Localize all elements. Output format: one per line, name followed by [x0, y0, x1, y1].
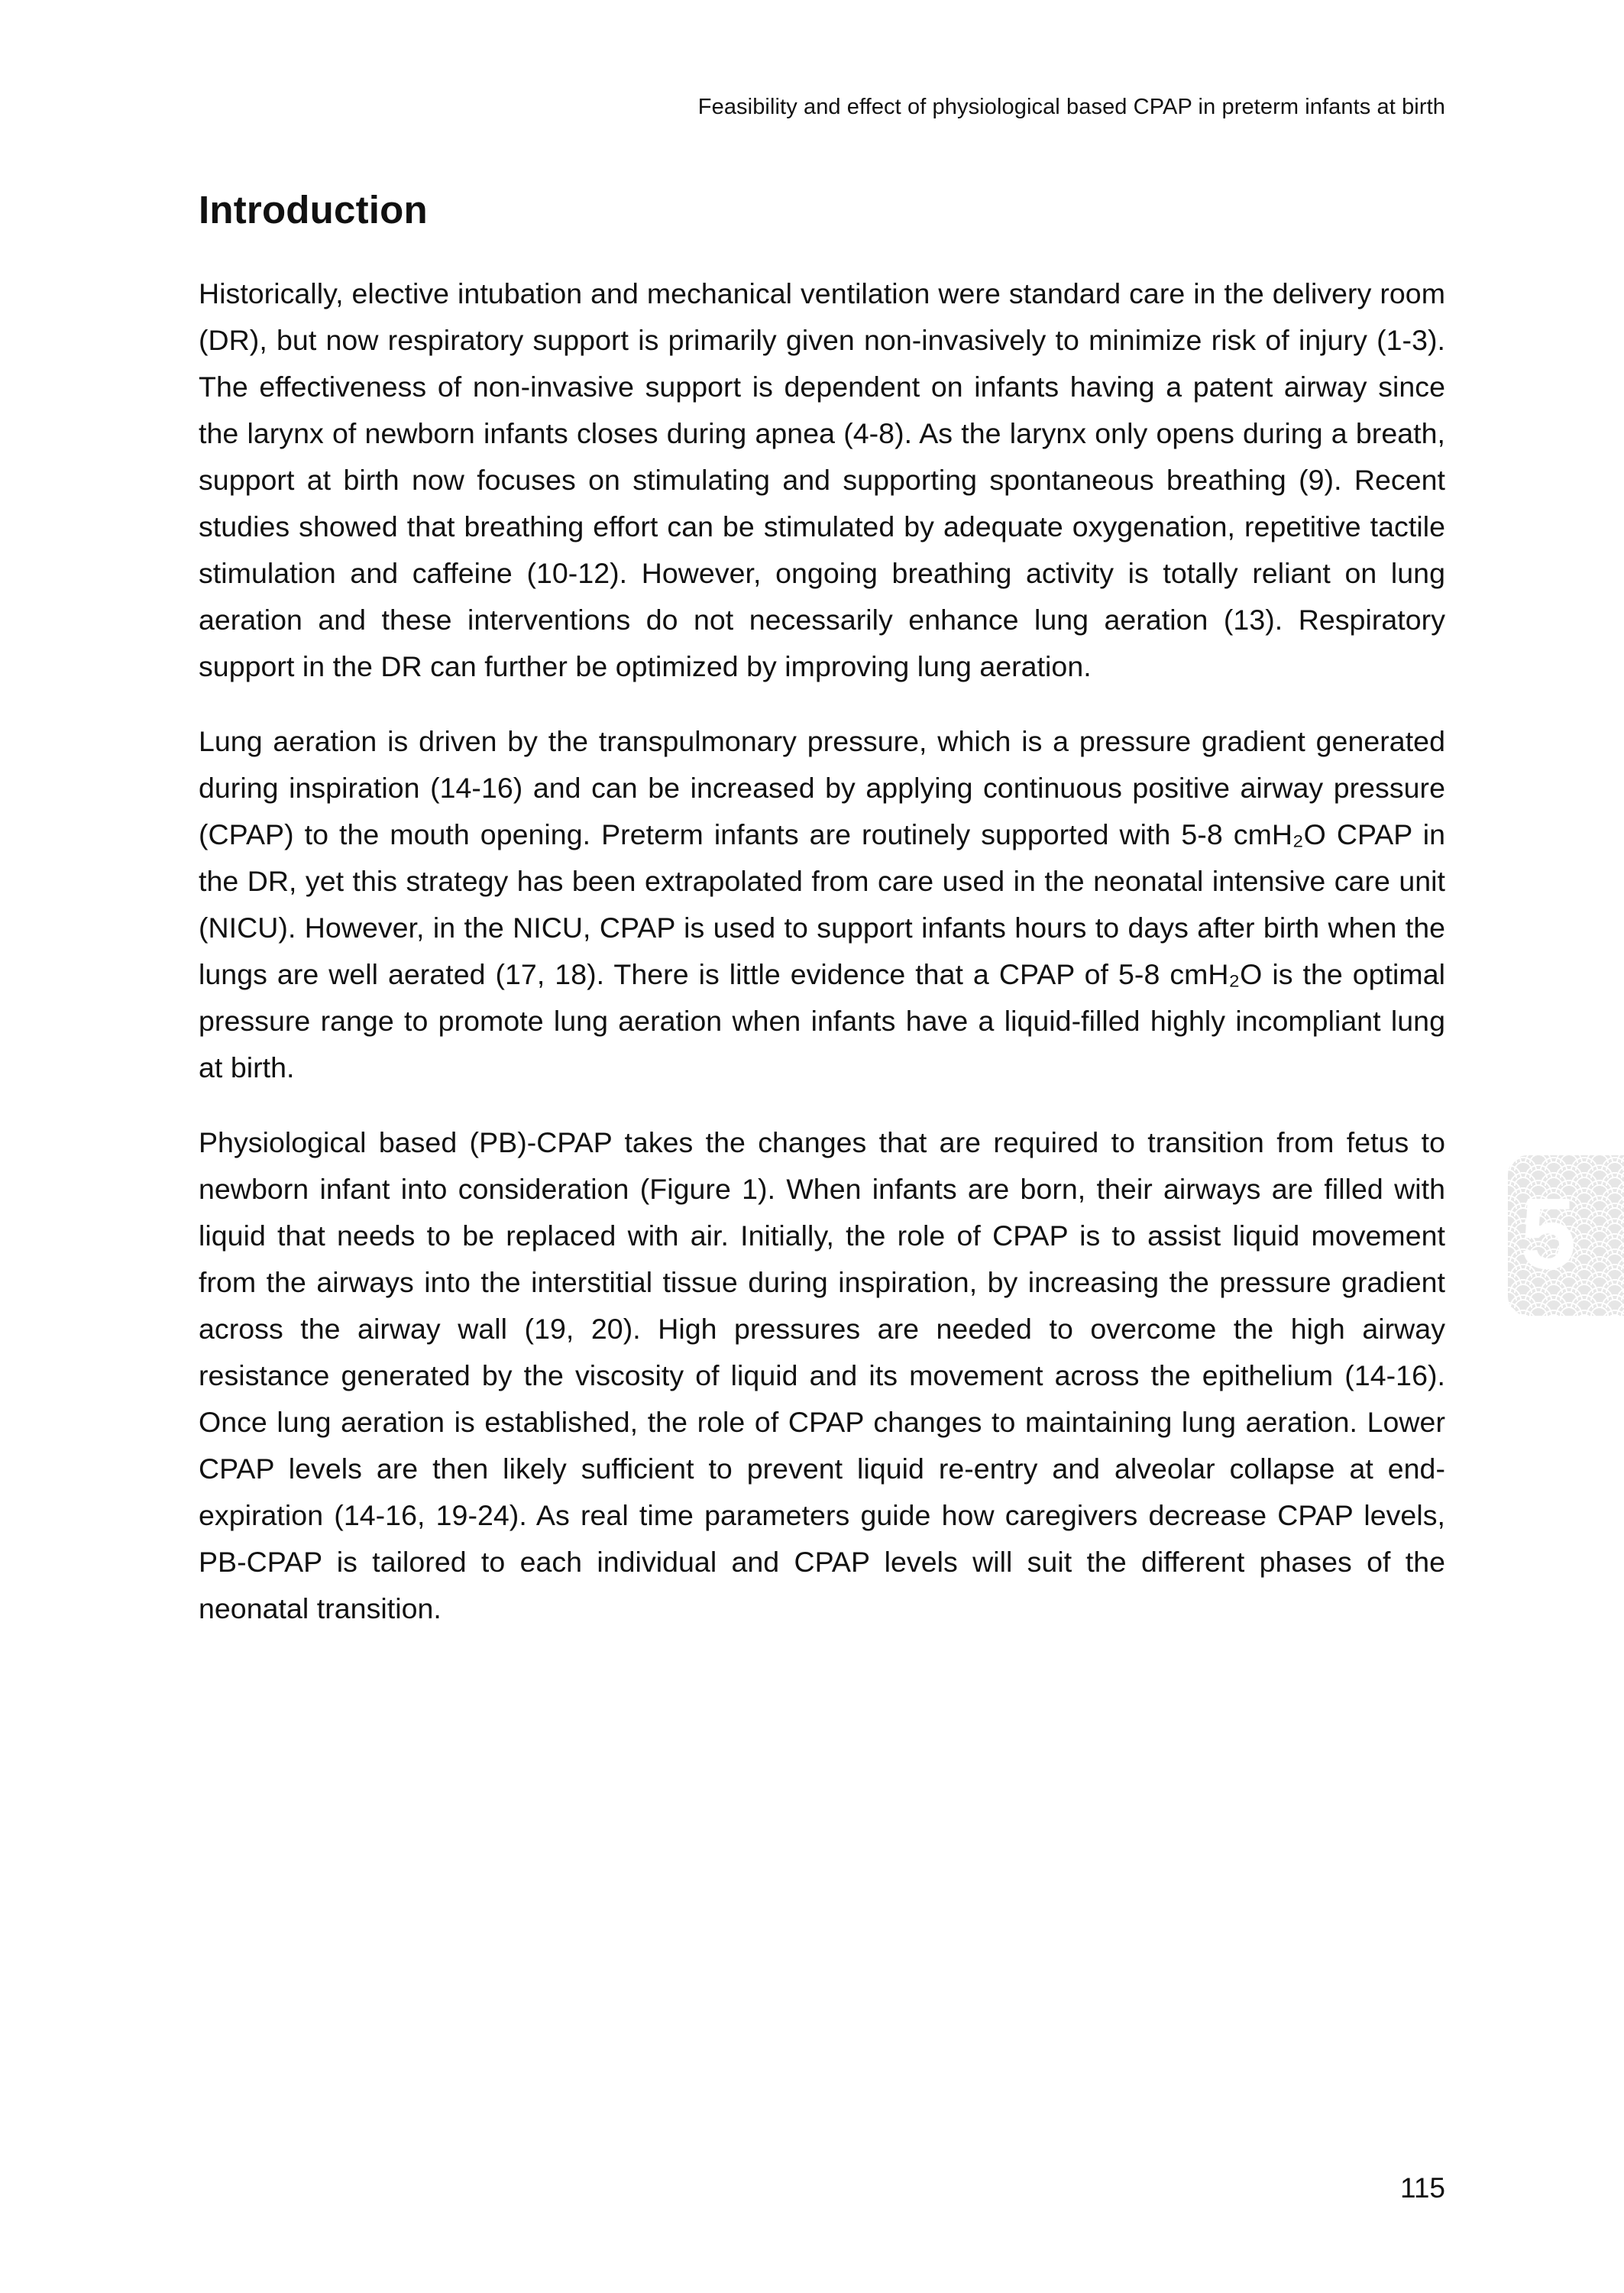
chapter-number: 5 — [1520, 1177, 1577, 1290]
body-text — [199, 270, 1445, 1660]
chapter-tab — [1508, 1155, 1624, 1316]
paragraph: Lung aeration is driven by the transpulmonary pressure, which is a pressure gradient generated during inspiration (14-16) and can be increased by applying continuous positive airway pressure (CPAP) to the mouth opening. Preterm infants are routinely supported with 5-8 cmH₂O CPAP in the DR, yet this strategy has been extrapolated from care used in the neonatal intensive care unit (NICU). However, in the NICU, CPAP is used to support infants hours to days after birth when the lungs are well aerated (17, 18). There is little evidence that a CPAP of 5-8 cmH₂O is the optimal pressure range to promote lung aeration when infants have a liquid-filled highly incompliant lung at birth. — [199, 725, 1445, 1083]
paragraph: Historically, elective intubation and mechanical ventilation were standard care in the delivery room (DR), but now respiratory support is primarily given non-invasively to minimize risk of injury (1-3). The effectiveness of non-invasive support is dependent on infants having a patent airway since the larynx of newborn infants closes during apnea (4-8). As the larynx only opens during a breath, support at birth now focuses on stimulating and supporting spontaneous breathing (9). Recent studies showed that breathing effort can be stimulated by adequate oxygenation, repetitive tactile stimulation and caffeine (10-12). However, ongoing breathing activity is totally reliant on lung aeration and these interventions do not necessarily enhance lung aeration (13). Respiratory support in the DR can further be optimized by improving lung aeration. — [199, 277, 1445, 682]
paragraph: Physiological based (PB)-CPAP takes the changes that are required to transition from fetus to newborn infant into consideration (Figure 1). When infants are born, their airways are filled with liquid that needs to be replaced with air. Initially, the role of CPAP is to assist liquid movement from the airways into the interstitial tissue during inspiration, by increasing the pressure gradient across the airway wall (19, 20). High pressures are needed to overcome the high airway resistance generated by the viscosity of liquid and its movement across the epithelium (14-16). Once lung aeration is established, the role of CPAP changes to maintaining lung aeration. Lower CPAP levels are then likely sufficient to prevent liquid re-entry and alveolar collapse at end-expiration (14-16, 19-24). As real time parameters guide how caregivers decrease CPAP levels, PB-CPAP is tailored to each individual and CPAP levels will suit the different phases of the neonatal transition. — [199, 1126, 1445, 1624]
section-heading: Introduction — [199, 188, 428, 232]
page-number: 115 — [1400, 2172, 1445, 2204]
running-header: Feasibility and effect of physiological based CPAP in preterm infants at birth — [697, 95, 1445, 119]
